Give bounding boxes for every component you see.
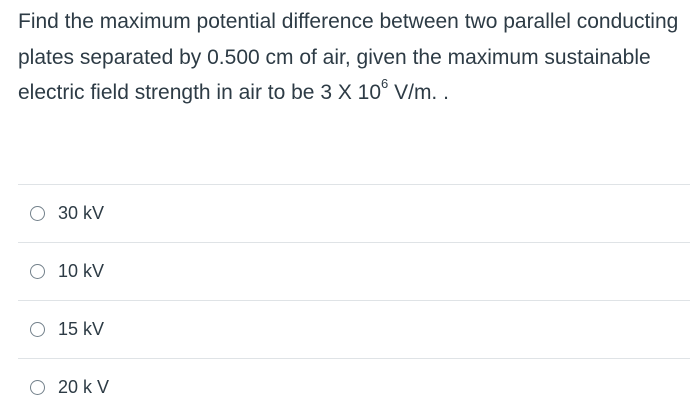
answer-label: 30 kV — [58, 203, 105, 223]
radio-button[interactable] — [30, 322, 45, 337]
answer-label: 20 k V — [58, 377, 110, 397]
question-text-end: V/m. . — [388, 81, 449, 104]
question-text — [18, 4, 683, 111]
question-exponent: 6 — [381, 76, 389, 91]
radio-button[interactable] — [30, 264, 45, 279]
answer-option-2[interactable] — [18, 242, 690, 300]
answer-label: 10 kV — [58, 261, 105, 281]
question-text-main: Find the maximum potential difference between two parallel conducting plates separated by 0.500 cm of air, given the maximum sustainable electric field strength in air to be 3 X 10 — [18, 10, 679, 104]
radio-button[interactable] — [30, 380, 45, 395]
radio-button[interactable] — [30, 206, 45, 221]
answer-option-1[interactable] — [18, 184, 690, 242]
answer-list — [18, 184, 690, 416]
answer-option-4[interactable] — [18, 358, 690, 416]
answer-label: 15 kV — [58, 319, 105, 339]
answer-option-3[interactable] — [18, 300, 690, 358]
